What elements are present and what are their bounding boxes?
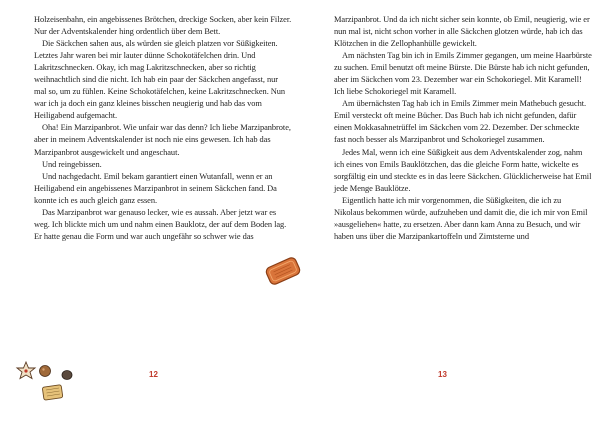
paragraph: Eigentlich hatte ich mir vorgenommen, die Süßigkeiten, die ich zu Nikolaus bekommen würde, aufzuheben und damit die, die ich mir von Emil »ausgeliehen« hatte, zu ersetzen. Aber dann kam Anna zu Besuch, und wir haben uns über die Marzipankartoffeln und Zimtsterne und [334,195,588,241]
paragraph: Oha! Ein Marzipanbrot. Wie unfair war das denn? Ich liebe Marzipanbrote, aber in meinem Adventskalender ist noch nie eins gewesen. Ich hab das Marzipanbrot ausgewickelt und angeschaut. [34,123,291,157]
right-page-text [334,14,592,243]
paragraph: Und nachgedacht. Emil bekam garantiert einen Wutanfall, wenn er an Heiligabend ein angebissenes Marzipanbrot in seinem Säckchen fand. Da konnte ich es auch gleich ganz essen. [34,171,277,205]
page-number-left: 12 [149,370,158,379]
paragraph: Das Marzipanbrot war genauso lecker, wie es aussah. Aber jetzt war es weg. Ich blickte mich um und nahm einen Bauklotz, der auf dem Boden lag. Er hatte genau die Form und war auch ungefähr so schwer wie das [34,207,287,241]
paragraph: Marzipanbrot. Und da ich nicht sicher sein konnte, ob Emil, neugierig, wie er nun mal ist, nicht schon vorher in alle Säckchen glotzen würde, hab ich das Klötzchen in die Zellophanhülle gewickelt. [334,15,590,49]
left-page-text [34,14,292,243]
paragraph: Jedes Mal, wenn ich eine Süßigkeit aus dem Adventskalender zog, nahm ich eines von Emils Bauklötzchen, das die gleiche Form hatte, wickelte es sorgfältig ein und steckte es in das leere Säckchen. Glücklicherweise hat Emil jede Menge Bauklötze. [334,147,592,193]
paragraph: Am übernächsten Tag hab ich in Emils Zimmer mein Mathebuch gesucht. Emil versteckt oft meine Bücher. Das Buch hab ich nicht gefunden, dafür einen Mokkasahnetrüffel im Säckchen vom 22. Dezember. Der schmeckte fast noch besser als Marzipanbrot und Schokoriegel zusammen. [334,99,587,145]
paragraph: Holzeisenbahn, ein angebissenes Brötchen, dreckige Socken, aber kein Filzer. Nur der Adventskalender hing ordentlich über dem Bett. [34,15,292,37]
paragraph: Und reingebissen. [42,159,102,169]
marzipan-bread-icon [262,254,304,288]
cookies-decoration-icon [12,358,82,408]
paragraph: Am nächsten Tag bin ich in Emils Zimmer gegangen, um meine Haarbürste zu suchen. Emil benutzt oft meine Bürste. Die Bürste hab ich nicht gefunden, aber im Säckchen vom 23. Dezember war ein Schokoriegel. Mit Karamell! Ich liebe Schokoriegel mit Karamell. [334,51,592,97]
paragraph: Die Säckchen sahen aus, als würden sie gleich platzen vor Süßigkeiten. Letztes Jahr waren bei mir lauter dünne Schokotäfelchen drin. Und Lakritzschnecken. Okay, ich mag Lakritzschnecken, aber so richtig weihnachtlich sind die nicht. Ich hab ein paar der Säckchen angefasst, nur mal so, um zu fühlen. Keine Schokotäfelchen, keine Lakritzschnecken. Nun war ich ja doch ein ganz kleines bisschen neugierig und hab das vom Heiligabend aufgemacht. [34,39,286,121]
page-number-right: 13 [438,370,447,379]
